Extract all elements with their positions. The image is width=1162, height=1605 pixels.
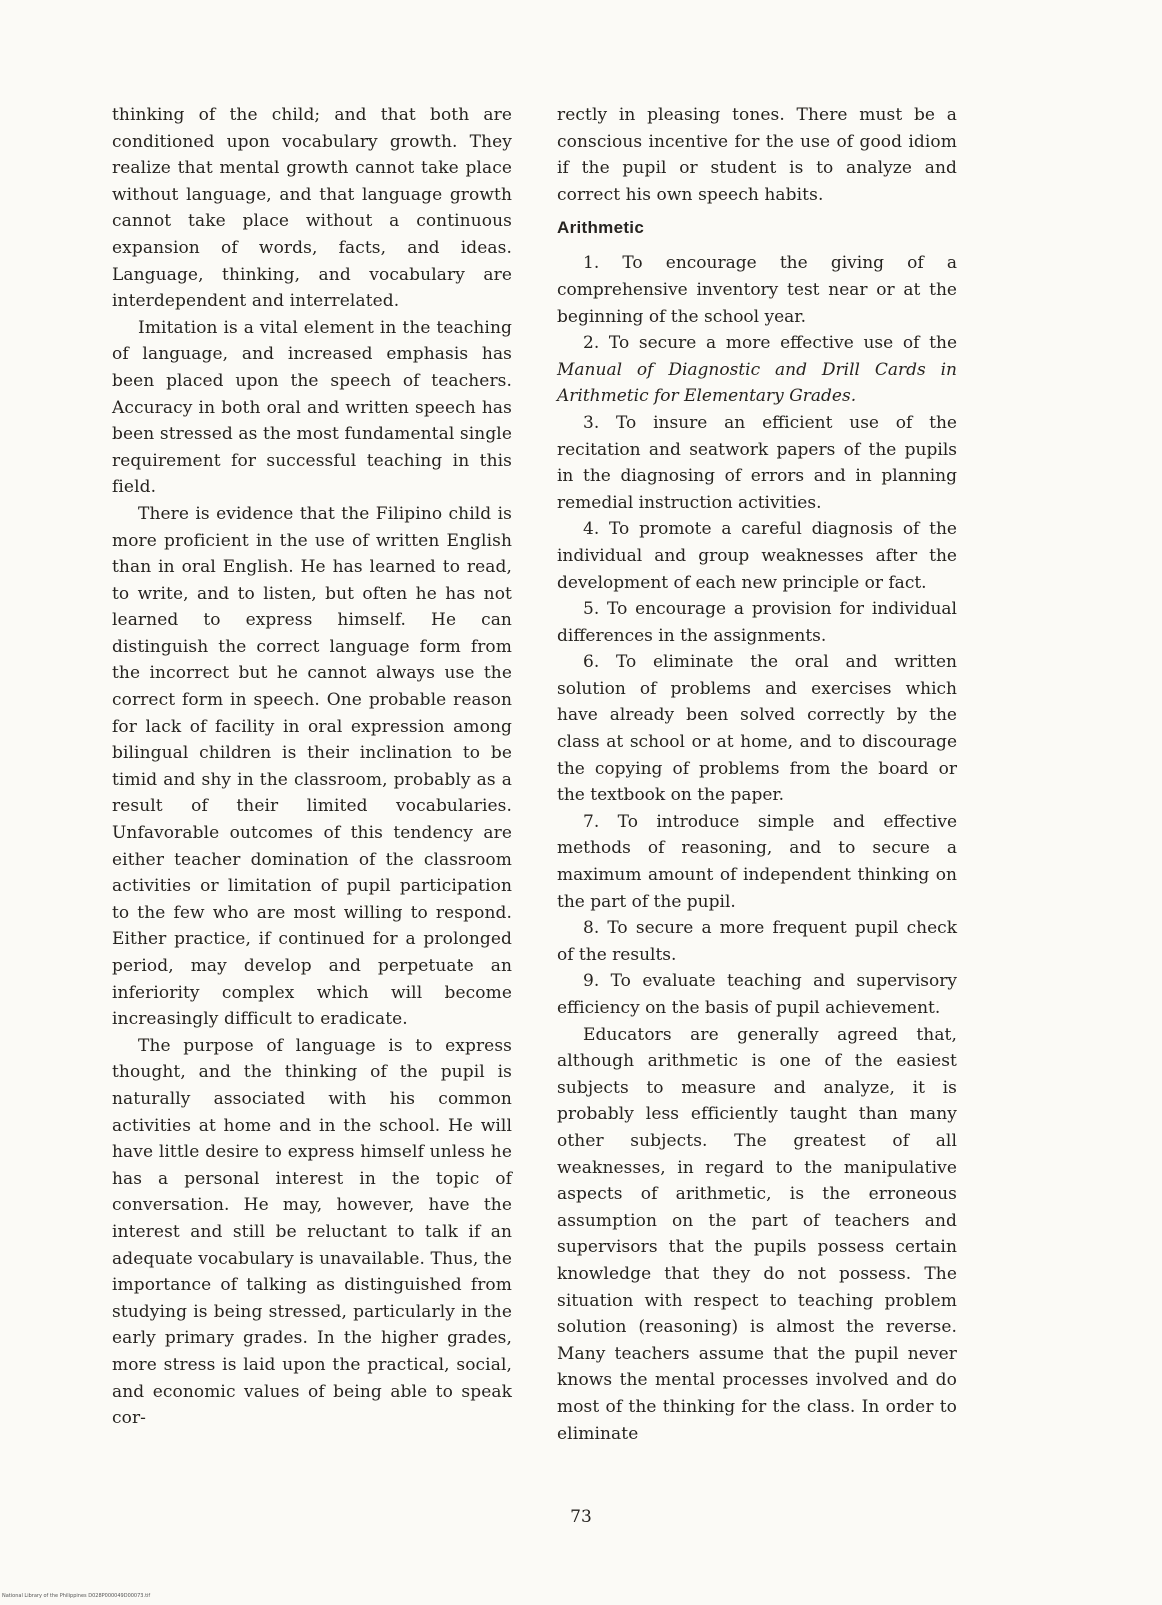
left-column bbox=[112, 102, 512, 1432]
list-item-3: 3. To insure an efficient use of the recitation and seatwork papers of the pupils in the diagnosing of errors and in planning remedial instruction activities. bbox=[557, 412, 957, 513]
list-item-2 bbox=[557, 330, 957, 410]
list-item-5: 5. To encourage a provision for individual differences in the assignments. bbox=[557, 599, 957, 646]
manual-title: Manual of Diagnostic and Drill Cards in Arithmetic for Elementary Grades. bbox=[557, 359, 957, 407]
page-number: 73 bbox=[570, 1507, 592, 1527]
paragraph-2: Imitation is a vital element in the teaching of language, and increased emphasis has been placed upon the speech of teachers. Accuracy in both oral and written speech has been stressed as the most fundamental single requirement for successful teaching in this field. bbox=[112, 317, 512, 498]
paragraph-4: The purpose of language is to express thought, and the thinking of the pupil is naturally associated with his common activities at home and in the school. He will have little desire to express himself unless he has a personal interest in the topic of conversation. He may, however, have the interest and still be reluctant to talk if an adequate vocabulary is unavailable. Thus, the importance of talking as distinguished from studying is being stressed, particularly in the early primary grades. In the higher grades, more stress is laid upon the practical, social, and economic values of being able to speak cor- bbox=[112, 1035, 513, 1429]
paragraph-1: thinking of the child; and that both are conditioned upon vocabulary growth. They realize that mental growth cannot take place without language, and that language growth cannot take place without a continuous expansion of words, facts, and ideas. Language, thinking, and vocabulary are interdependent and interrelated. bbox=[112, 105, 512, 312]
list-item-2-text: 2. To secure a more effective use of the bbox=[583, 333, 957, 354]
continuation-paragraph: rectly in pleasing tones. There must be a conscious incentive for the use of good idiom if the pupil or student is to analyze and correct his own speech habits. bbox=[557, 105, 957, 205]
list-item-6: 6. To eliminate the oral and written solution of problems and exercises which have already been solved correctly by the class at school or at home, and to discourage the copying of problems from the board or the textbook on the paper. bbox=[557, 652, 957, 806]
list-item-4: 4. To promote a careful diagnosis of the individual and group weaknesses after the development of each new principle or fact. bbox=[557, 519, 957, 593]
list-item-7: 7. To introduce simple and effective methods of reasoning, and to secure a maximum amount of independent thinking on the part of the pupil. bbox=[557, 811, 957, 912]
list-item-8: 8. To secure a more frequent pupil check of the results. bbox=[557, 918, 957, 965]
paragraph-3: There is evidence that the Filipino child is more proficient in the use of written English than in oral English. He has learned to read, to write, and to listen, but often he has not learned to express himself. He can distinguish the correct language form from the incorrect but he cannot always use the correct form in speech. One probable reason for lack of facility in oral expression among bilingual children is their inclination to be timid and shy in the classroom, probably as a result of their limited vocabularies. Unfavorable outcomes of this tendency are either teacher domination of the classroom activities or limitation of pupil participation to the few who are most willing to respond. Either practice, if continued for a prolonged period, may develop and perpetuate an inferiority complex which will become increasingly difficult to eradicate. bbox=[112, 503, 512, 1030]
right-column bbox=[557, 102, 957, 1447]
scan-footer: National Library of the Philippines D028P000049D00073.tif bbox=[2, 1593, 151, 1599]
list-item-1: 1. To encourage the giving of a comprehensive inventory test near or at the beginning of the school year. bbox=[557, 253, 957, 327]
section-heading-arithmetic: Arithmetic bbox=[557, 218, 645, 238]
list-item-9: 9. To evaluate teaching and supervisory efficiency on the basis of pupil achievement. bbox=[557, 971, 957, 1018]
closing-paragraph: Educators are generally agreed that, although arithmetic is one of the easiest subjects to measure and analyze, it is probably less efficiently taught than many other subjects. The greatest of all weaknesses, in regard to the manipulative aspects of arithmetic, is the erroneous assumption on the part of teachers and supervisors that the pupils possess certain knowledge that they do not possess. The situation with respect to teaching problem solution (reasoning) is almost the reverse. Many teachers assume that the pupil never knows the mental processes involved and do most of the thinking for the class. In order to eliminate bbox=[557, 1024, 957, 1444]
